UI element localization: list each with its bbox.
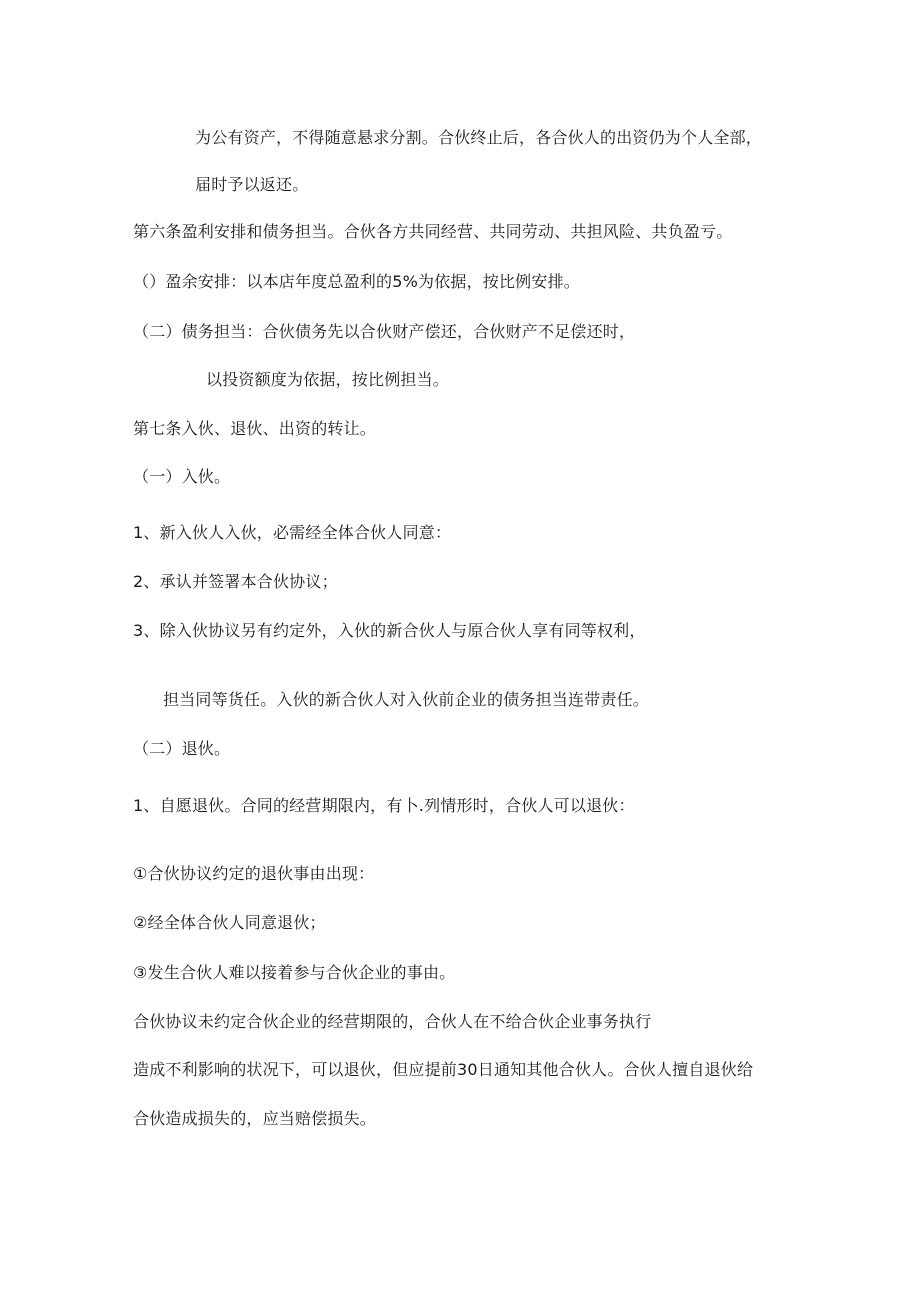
text-line: 为公有资产，不得随意悬求分割。合伙终止后，各合伙人的出资仍为个人全部，	[195, 128, 763, 147]
list-item: 1、自愿退伙。合同的经营期限内，有卜.列情形时，合伙人可以退伙：	[133, 796, 635, 815]
list-item: ③发生合伙人难以接着参与合伙企业的事由。	[133, 963, 456, 982]
text-line: 届时予以返还。	[195, 175, 309, 194]
list-item: 2、承认并签署本合伙协议；	[133, 572, 338, 591]
list-item: 3、除入伙协议另有约定外，入伙的新合伙人与原合伙人享有同等权利，	[133, 621, 646, 640]
text-line: 以投资额度为依据，按比例担当。	[206, 370, 450, 389]
list-item: 1、新入伙人入伙，必需经全体合伙人同意：	[133, 523, 452, 542]
clause-heading: 第六条盈利安排和债务担当。合伙各方共同经营、共同劳动、共担风险、共负盈亏。	[133, 222, 733, 241]
text-line: 造成不利影响的状况下，可以退伙，但应提前30日通知其他合伙人。合伙人擅自退伙给	[133, 1060, 754, 1079]
section-heading: （二）退伙。	[133, 739, 231, 758]
clause-heading: 第七条入伙、退伙、出资的转让。	[133, 419, 377, 438]
text-line: （二）债务担当：合伙债务先以合伙财产偿还，合伙财产不足偿还时，	[133, 322, 636, 341]
text-line: 合伙造成损失的，应当赔偿损失。	[133, 1109, 377, 1128]
text-line: 担当同等货任。入伙的新合伙人对入伙前企业的债务担当连带责任。	[163, 690, 650, 709]
list-item: ①合伙协议约定的退伙事由出现：	[133, 864, 375, 883]
text-line: （）盈余安排：以本店年度总盈利的5%为依据，按比例安排。	[133, 272, 580, 291]
list-item: ②经全体合伙人同意退伙；	[133, 913, 326, 932]
section-heading: （一）入伙。	[133, 467, 231, 486]
text-line: 合伙协议未约定合伙企业的经营期限的，合伙人在不给合伙企业事务执行	[133, 1012, 652, 1031]
